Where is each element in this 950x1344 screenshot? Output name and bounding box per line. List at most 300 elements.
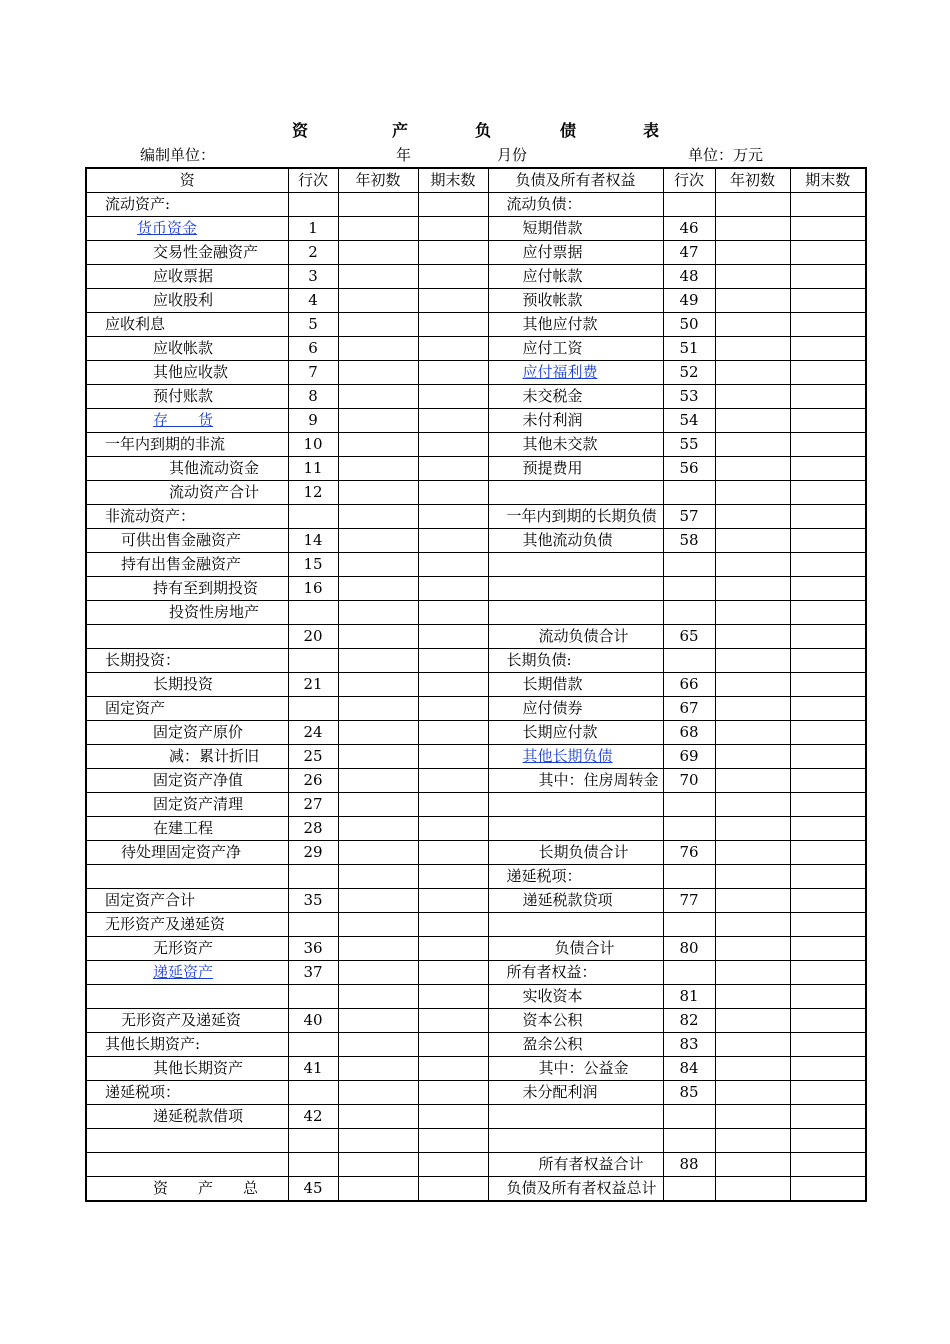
asset-item	[86, 553, 288, 577]
asset-end	[418, 601, 488, 625]
table-row	[86, 769, 866, 793]
header-begin: 年初数	[338, 168, 418, 193]
liability-begin	[715, 793, 790, 817]
asset-line-no	[288, 937, 338, 961]
liability-item-text: 未付利润	[522, 411, 583, 429]
asset-begin	[338, 457, 418, 481]
liability-end	[790, 889, 866, 913]
asset-begin	[338, 505, 418, 529]
asset-line-no-text: 1	[308, 219, 318, 237]
asset-line-no	[288, 841, 338, 865]
liability-item-text: 负债合计	[554, 939, 615, 957]
asset-item	[86, 193, 288, 217]
asset-line-no	[288, 649, 338, 673]
liability-line-no	[663, 529, 715, 553]
asset-item-text: 应收票据	[153, 267, 214, 285]
asset-line-no-text: 36	[303, 939, 323, 957]
asset-line-no	[288, 241, 338, 265]
asset-item[interactable]	[86, 409, 288, 433]
table-row	[86, 793, 866, 817]
liability-item	[488, 937, 663, 961]
asset-item-text: 其他应收款	[153, 363, 229, 381]
table-row	[86, 1129, 866, 1153]
asset-item	[86, 601, 288, 625]
liability-line-no	[663, 361, 715, 385]
asset-end	[418, 457, 488, 481]
liability-item	[488, 1129, 663, 1153]
asset-begin	[338, 1153, 418, 1177]
asset-item-text[interactable]: 存 货	[153, 411, 214, 429]
liability-item-text: 递延税款贷项	[522, 891, 613, 909]
asset-item	[86, 697, 288, 721]
asset-end	[418, 241, 488, 265]
asset-item-text: 长期投资	[153, 675, 214, 693]
liability-begin	[715, 673, 790, 697]
asset-end	[418, 841, 488, 865]
table-row	[86, 841, 866, 865]
asset-begin	[338, 1009, 418, 1033]
table-row	[86, 1081, 866, 1105]
liability-item	[488, 217, 663, 241]
liability-line-no	[663, 1129, 715, 1153]
table-row	[86, 361, 866, 385]
liability-line-no	[663, 985, 715, 1009]
asset-line-no	[288, 361, 338, 385]
liability-end	[790, 337, 866, 361]
asset-item[interactable]	[86, 961, 288, 985]
liability-line-no-text: 83	[679, 1035, 699, 1053]
liability-item-text[interactable]: 应付福利费	[522, 363, 598, 381]
liability-begin	[715, 817, 790, 841]
asset-item-text: 应收利息	[105, 315, 166, 333]
asset-line-no-text: 35	[303, 891, 323, 909]
asset-item	[86, 481, 288, 505]
asset-item-text: 交易性金融资产	[153, 243, 259, 261]
asset-end	[418, 793, 488, 817]
table-row	[86, 601, 866, 625]
asset-line-no	[288, 313, 338, 337]
asset-item	[86, 529, 288, 553]
asset-item	[86, 337, 288, 361]
liability-line-no	[663, 385, 715, 409]
asset-begin	[338, 985, 418, 1009]
liability-end	[790, 625, 866, 649]
asset-item	[86, 937, 288, 961]
asset-item	[86, 745, 288, 769]
table-row	[86, 457, 866, 481]
asset-end	[418, 217, 488, 241]
liability-item-text: 盈余公积	[522, 1035, 583, 1053]
liability-line-no	[663, 865, 715, 889]
liability-item-text: 应付工资	[522, 339, 583, 357]
asset-item	[86, 841, 288, 865]
liability-end	[790, 553, 866, 577]
asset-item	[86, 1081, 288, 1105]
asset-item	[86, 673, 288, 697]
liability-begin	[715, 1009, 790, 1033]
asset-begin	[338, 265, 418, 289]
liability-line-no-text: 50	[679, 315, 699, 333]
asset-item-text: 无形资产	[153, 939, 214, 957]
asset-begin	[338, 409, 418, 433]
liability-line-no-text: 76	[679, 843, 699, 861]
asset-item-text: 流动资产合计	[169, 483, 260, 501]
liability-line-no	[663, 457, 715, 481]
liability-begin	[715, 1177, 790, 1202]
asset-line-no-text: 21	[303, 675, 323, 693]
liability-item-text: 其他应付款	[522, 315, 598, 333]
liability-line-no-text: 51	[679, 339, 699, 357]
asset-begin	[338, 745, 418, 769]
asset-item	[86, 265, 288, 289]
liability-item	[488, 289, 663, 313]
asset-begin	[338, 817, 418, 841]
asset-item-text: 应收帐款	[153, 339, 214, 357]
liability-end	[790, 817, 866, 841]
header-begin-2: 年初数	[715, 168, 790, 193]
liability-begin	[715, 1105, 790, 1129]
asset-begin	[338, 625, 418, 649]
liability-begin	[715, 1057, 790, 1081]
table-row	[86, 721, 866, 745]
liability-line-no-text: 66	[679, 675, 699, 693]
asset-end	[418, 361, 488, 385]
header-liabilities: 负债及所有者权益	[488, 168, 663, 193]
asset-item-text: 持有出售金融资产	[121, 555, 242, 573]
asset-line-no	[288, 889, 338, 913]
asset-begin	[338, 193, 418, 217]
liability-item-text: 预提费用	[522, 459, 583, 477]
table-row	[86, 241, 866, 265]
asset-line-no-text: 27	[303, 795, 323, 813]
table-row	[86, 697, 866, 721]
asset-line-no	[288, 433, 338, 457]
asset-line-no-text: 14	[303, 531, 323, 549]
table-row	[86, 553, 866, 577]
liability-item	[488, 673, 663, 697]
liability-item-text: 长期应付款	[522, 723, 598, 741]
liability-line-no	[663, 697, 715, 721]
asset-item	[86, 1033, 288, 1057]
liability-item	[488, 553, 663, 577]
asset-begin	[338, 361, 418, 385]
liability-item	[488, 817, 663, 841]
asset-line-no-text: 16	[303, 579, 323, 597]
liability-end	[790, 1033, 866, 1057]
table-row	[86, 985, 866, 1009]
asset-line-no-text: 11	[303, 459, 323, 477]
asset-begin	[338, 337, 418, 361]
liability-item	[488, 505, 663, 529]
asset-item	[86, 985, 288, 1009]
asset-line-no-text: 9	[308, 411, 318, 429]
liability-item-text[interactable]: 其他长期负债	[522, 747, 613, 765]
liability-line-no-text: 88	[679, 1155, 699, 1173]
table-row	[86, 889, 866, 913]
asset-begin	[338, 721, 418, 745]
liability-line-no	[663, 433, 715, 457]
table-row	[86, 673, 866, 697]
liability-end	[790, 841, 866, 865]
liability-begin	[715, 433, 790, 457]
asset-item-text: 流动资产:	[105, 195, 171, 213]
asset-line-no	[288, 457, 338, 481]
asset-item-text: 非流动资产：	[105, 507, 196, 525]
asset-end	[418, 529, 488, 553]
asset-end	[418, 553, 488, 577]
asset-item-text: 一年内到期的非流	[105, 435, 226, 453]
asset-item[interactable]	[86, 217, 288, 241]
liability-end	[790, 409, 866, 433]
table-row	[86, 1153, 866, 1177]
liability-line-no-text: 85	[679, 1083, 699, 1101]
asset-begin	[338, 1057, 418, 1081]
asset-begin	[338, 865, 418, 889]
liability-end	[790, 793, 866, 817]
asset-item-text: 固定资产清理	[153, 795, 244, 813]
asset-line-no-text: 15	[303, 555, 323, 573]
asset-item-text[interactable]: 递延资产	[153, 963, 214, 981]
asset-line-no	[288, 1105, 338, 1129]
asset-line-no	[288, 817, 338, 841]
asset-item	[86, 361, 288, 385]
asset-item-text: 递延税款借项	[153, 1107, 244, 1125]
liability-end	[790, 241, 866, 265]
liability-item	[488, 265, 663, 289]
liability-line-no	[663, 217, 715, 241]
liability-item-text: 未交税金	[522, 387, 583, 405]
asset-end	[418, 313, 488, 337]
liability-item	[488, 193, 663, 217]
liability-end	[790, 1105, 866, 1129]
liability-end	[790, 1009, 866, 1033]
table-body	[86, 193, 866, 1202]
asset-end	[418, 1105, 488, 1129]
liability-end	[790, 505, 866, 529]
liability-end	[790, 769, 866, 793]
asset-line-no-text: 6	[308, 339, 318, 357]
asset-item-text: 固定资产原价	[153, 723, 244, 741]
asset-begin	[338, 1129, 418, 1153]
asset-item-text: 在建工程	[153, 819, 214, 837]
liability-item	[488, 457, 663, 481]
liability-item-text: 资本公积	[522, 1011, 583, 1029]
table-row	[86, 865, 866, 889]
asset-line-no-text: 45	[303, 1179, 323, 1197]
liability-line-no-text: 70	[679, 771, 699, 789]
table-row	[86, 745, 866, 769]
liability-end	[790, 961, 866, 985]
liability-line-no	[663, 1033, 715, 1057]
table-row	[86, 265, 866, 289]
liability-item	[488, 1009, 663, 1033]
liability-begin	[715, 1129, 790, 1153]
asset-end	[418, 673, 488, 697]
liability-end	[790, 985, 866, 1009]
asset-line-no	[288, 529, 338, 553]
title-char-3: 负	[475, 121, 492, 140]
asset-item	[86, 865, 288, 889]
liability-end	[790, 385, 866, 409]
asset-item-text[interactable]: 货币资金	[137, 219, 198, 237]
liability-line-no	[663, 577, 715, 601]
asset-line-no-text: 40	[303, 1011, 323, 1029]
liability-item-text: 流动负债合计	[538, 627, 629, 645]
table-row	[86, 529, 866, 553]
liability-item	[488, 985, 663, 1009]
liability-begin	[715, 697, 790, 721]
asset-line-no	[288, 481, 338, 505]
liability-item-text: 实收资本	[522, 987, 583, 1005]
table-row	[86, 625, 866, 649]
asset-begin	[338, 313, 418, 337]
liability-line-no	[663, 793, 715, 817]
table-row	[86, 289, 866, 313]
liability-item	[488, 1033, 663, 1057]
asset-end	[418, 409, 488, 433]
liability-begin	[715, 769, 790, 793]
asset-end	[418, 193, 488, 217]
header-end-2: 期末数	[790, 168, 866, 193]
liability-line-no-text: 57	[679, 507, 699, 525]
liability-begin	[715, 865, 790, 889]
asset-line-no	[288, 1153, 338, 1177]
liability-line-no	[663, 601, 715, 625]
asset-end	[418, 1009, 488, 1033]
liability-item-text: 长期负债:	[506, 651, 572, 669]
liability-item	[488, 1177, 663, 1202]
asset-end	[418, 1057, 488, 1081]
liability-item	[488, 1153, 663, 1177]
table-row	[86, 1033, 866, 1057]
asset-begin	[338, 1177, 418, 1202]
table-row	[86, 1105, 866, 1129]
asset-item-text: 减：累计折旧	[169, 747, 260, 765]
title-char-1: 资	[292, 121, 309, 140]
liability-item-text: 短期借款	[522, 219, 583, 237]
asset-begin	[338, 649, 418, 673]
asset-item-text: 其他长期资产:	[105, 1035, 201, 1053]
liability-item	[488, 625, 663, 649]
asset-end	[418, 481, 488, 505]
asset-end	[418, 1033, 488, 1057]
asset-end	[418, 577, 488, 601]
asset-item	[86, 649, 288, 673]
asset-item-text: 持有至到期投资	[153, 579, 259, 597]
asset-item	[86, 241, 288, 265]
liability-begin	[715, 1033, 790, 1057]
asset-end	[418, 985, 488, 1009]
liability-item-text: 长期借款	[522, 675, 583, 693]
liability-begin	[715, 937, 790, 961]
asset-item-text: 预付账款	[153, 387, 214, 405]
asset-item	[86, 385, 288, 409]
asset-line-no-text: 10	[303, 435, 323, 453]
liability-end	[790, 289, 866, 313]
asset-item	[86, 457, 288, 481]
asset-end	[418, 937, 488, 961]
asset-line-no	[288, 553, 338, 577]
asset-begin	[338, 577, 418, 601]
liability-end	[790, 721, 866, 745]
asset-begin	[338, 937, 418, 961]
liability-end	[790, 313, 866, 337]
liability-begin	[715, 553, 790, 577]
liability-begin	[715, 745, 790, 769]
asset-begin	[338, 1105, 418, 1129]
asset-end	[418, 649, 488, 673]
asset-begin	[338, 481, 418, 505]
asset-begin	[338, 793, 418, 817]
liability-end	[790, 865, 866, 889]
liability-line-no	[663, 937, 715, 961]
liability-item[interactable]	[488, 745, 663, 769]
liability-line-no-text: 55	[679, 435, 699, 453]
liability-item-text: 一年内到期的长期负债	[506, 507, 657, 525]
asset-line-no	[288, 577, 338, 601]
asset-line-no	[288, 1033, 338, 1057]
liability-line-no	[663, 241, 715, 265]
asset-item	[86, 577, 288, 601]
liability-line-no	[663, 1081, 715, 1105]
table-row	[86, 937, 866, 961]
liability-line-no-text: 77	[679, 891, 699, 909]
asset-line-no	[288, 745, 338, 769]
header-meta	[0, 144, 950, 164]
liability-begin	[715, 1153, 790, 1177]
liability-item	[488, 385, 663, 409]
liability-item	[488, 697, 663, 721]
month-label: 月份	[497, 146, 528, 164]
liability-line-no-text: 46	[679, 219, 699, 237]
liability-end	[790, 745, 866, 769]
liability-item	[488, 841, 663, 865]
table-row	[86, 577, 866, 601]
liability-item-text: 其中：住房周转金	[538, 771, 659, 789]
liability-begin	[715, 361, 790, 385]
asset-end	[418, 697, 488, 721]
asset-begin	[338, 673, 418, 697]
liability-begin	[715, 289, 790, 313]
asset-item-text: 应收股利	[153, 291, 214, 309]
liability-end	[790, 361, 866, 385]
liability-end	[790, 601, 866, 625]
asset-begin	[338, 529, 418, 553]
liability-item-text: 其他流动负债	[522, 531, 613, 549]
liability-line-no	[663, 1009, 715, 1033]
asset-begin	[338, 553, 418, 577]
asset-line-no-text: 20	[303, 627, 323, 645]
asset-end	[418, 913, 488, 937]
asset-item	[86, 913, 288, 937]
asset-line-no	[288, 1009, 338, 1033]
liability-line-no	[663, 313, 715, 337]
liability-line-no-text: 54	[679, 411, 699, 429]
liability-begin	[715, 505, 790, 529]
liability-item[interactable]	[488, 361, 663, 385]
table-row	[86, 385, 866, 409]
asset-end	[418, 865, 488, 889]
currency-unit: 单位：万元	[688, 146, 764, 164]
asset-item	[86, 1177, 288, 1202]
liability-item-text: 未分配利润	[522, 1083, 598, 1101]
asset-item-text: 其他长期资产	[153, 1059, 244, 1077]
liability-line-no-text: 52	[679, 363, 699, 381]
asset-end	[418, 289, 488, 313]
balance-sheet-table	[85, 167, 867, 1202]
liability-line-no	[663, 553, 715, 577]
asset-line-no	[288, 913, 338, 937]
